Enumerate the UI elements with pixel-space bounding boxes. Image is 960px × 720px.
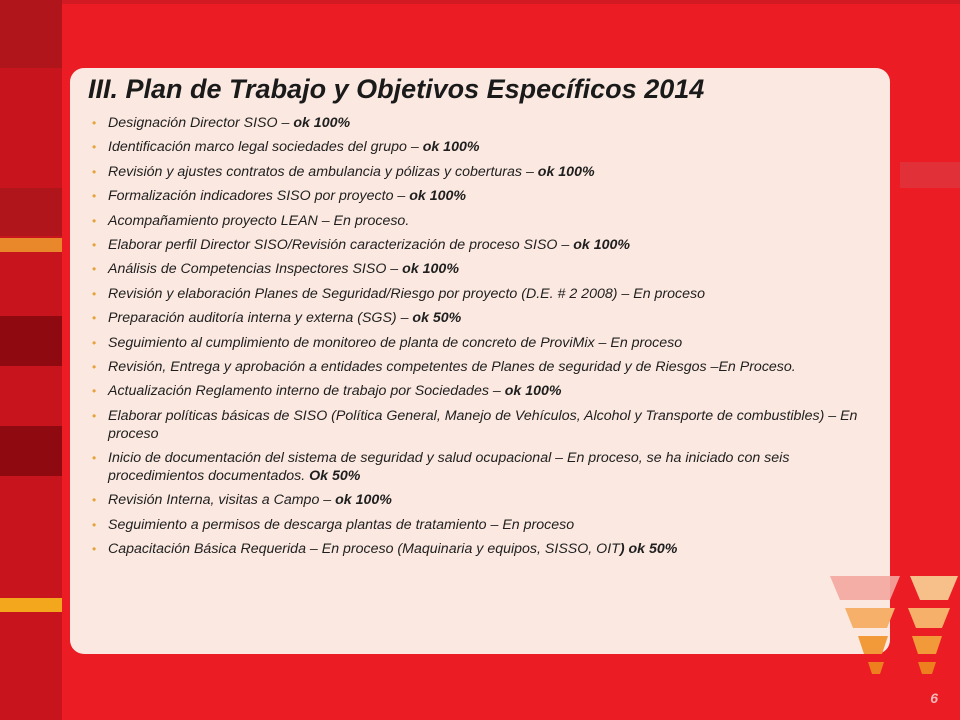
- item-text: Revisión y ajustes contratos de ambulancia y pólizas y coberturas –: [108, 163, 538, 180]
- list-item: [92, 334, 876, 352]
- list-item: [92, 285, 876, 303]
- page-number: 6: [930, 690, 938, 706]
- bullet-icon: •: [92, 213, 97, 228]
- list-item: [92, 236, 876, 254]
- bullet-icon: •: [92, 237, 97, 252]
- item-status: ok 100%: [335, 492, 392, 509]
- bullet-icon: •: [92, 164, 97, 179]
- bullet-icon: •: [92, 359, 97, 374]
- bullet-icon: •: [92, 542, 97, 557]
- slide-title: III. Plan de Trabajo y Objetivos Específicos 2014: [88, 74, 705, 104]
- item-text: Seguimiento al cumplimiento de monitoreo de planta de concreto de ProviMix – En proceso: [108, 334, 683, 351]
- item-text: Preparación auditoría interna y externa (SGS) –: [108, 310, 413, 327]
- item-text: Revisión y elaboración Planes de Seguridad/Riesgo por proyecto (D.E. # 2 2008) – En proceso: [108, 285, 706, 302]
- item-text: Elaborar perfil Director SISO/Revisión caracterización de proceso SISO –: [108, 236, 574, 253]
- item-status: ok 50%: [412, 310, 462, 327]
- item-text: Actualización Reglamento interno de trabajo por Sociedades –: [108, 383, 505, 400]
- item-text: Seguimiento a permisos de descarga plantas de tratamiento – En proceso: [108, 516, 575, 533]
- bullet-icon: •: [92, 517, 97, 532]
- bullet-icon: •: [92, 189, 97, 204]
- list-item: [92, 187, 876, 205]
- list-item: [92, 212, 876, 230]
- item-text: Análisis de Competencias Inspectores SISO –: [108, 261, 403, 278]
- left-block-dark: [0, 426, 62, 476]
- list-item: [92, 163, 876, 181]
- list-item: [92, 114, 876, 132]
- left-stripe-orange: [0, 238, 62, 252]
- item-text: Elaborar políticas básicas de SISO (Política General, Manejo de Vehículos, Alcohol y Transporte de combustibles) – En proceso: [108, 407, 858, 442]
- bullet-icon: •: [92, 493, 97, 508]
- item-text: Formalización indicadores SISO por proyecto –: [108, 188, 410, 205]
- item-status: ok 100%: [537, 163, 595, 180]
- bullet-icon: •: [92, 140, 97, 155]
- left-stripe-yellow: [0, 598, 62, 612]
- item-status: Ok 50%: [309, 468, 361, 485]
- bullet-icon: •: [92, 262, 97, 277]
- item-text: Capacitación Básica Requerida – En proceso (Maquinaria y equipos, SISSO, OIT: [108, 541, 620, 558]
- left-block: [0, 0, 62, 68]
- list-item: [92, 516, 876, 534]
- item-status: ok 100%: [293, 115, 351, 131]
- item-status: ok 100%: [409, 188, 467, 205]
- item-text: Designación Director SISO –: [108, 115, 294, 131]
- list-item: [92, 449, 876, 485]
- bullet-icon: •: [92, 451, 97, 466]
- item-status: ok 100%: [504, 383, 562, 400]
- item-status: ) ok 50%: [619, 541, 678, 558]
- item-text: Revisión, Entrega y aprobación a entidades competentes de Planes de seguridad y de Riesgos –En Proceso.: [108, 358, 796, 375]
- objectives-list: [92, 114, 876, 565]
- list-item: [92, 540, 876, 558]
- list-item: [92, 407, 876, 443]
- list-item: [92, 491, 876, 509]
- item-status: ok 100%: [573, 236, 631, 253]
- item-text: Inicio de documentación del sistema de seguridad y salud ocupacional – En proceso, se ha iniciado con seis procedimientos documentados.: [108, 450, 790, 485]
- list-item: [92, 358, 876, 376]
- item-text: Identificación marco legal sociedades del grupo –: [108, 139, 423, 156]
- item-text: Acompañamiento proyecto LEAN – En proceso.: [108, 212, 410, 229]
- content-card: [70, 68, 890, 654]
- item-status: ok 100%: [422, 139, 480, 156]
- bullet-icon: •: [92, 311, 97, 326]
- bullet-icon: •: [92, 286, 97, 301]
- left-block: [0, 188, 62, 236]
- left-decorative-column: [0, 0, 62, 720]
- right-stripe: [900, 162, 960, 188]
- list-item: [92, 309, 876, 327]
- top-bar: [62, 0, 960, 4]
- bullet-icon: •: [92, 335, 97, 350]
- item-text: Revisión Interna, visitas a Campo –: [108, 492, 336, 509]
- left-block-dark: [0, 316, 62, 366]
- bullet-icon: •: [92, 408, 97, 423]
- bullet-icon: •: [92, 116, 97, 130]
- bullet-icon: •: [92, 384, 97, 399]
- list-item: [92, 138, 876, 156]
- item-status: ok 100%: [402, 261, 459, 278]
- list-item: [92, 260, 876, 278]
- list-item: [92, 382, 876, 400]
